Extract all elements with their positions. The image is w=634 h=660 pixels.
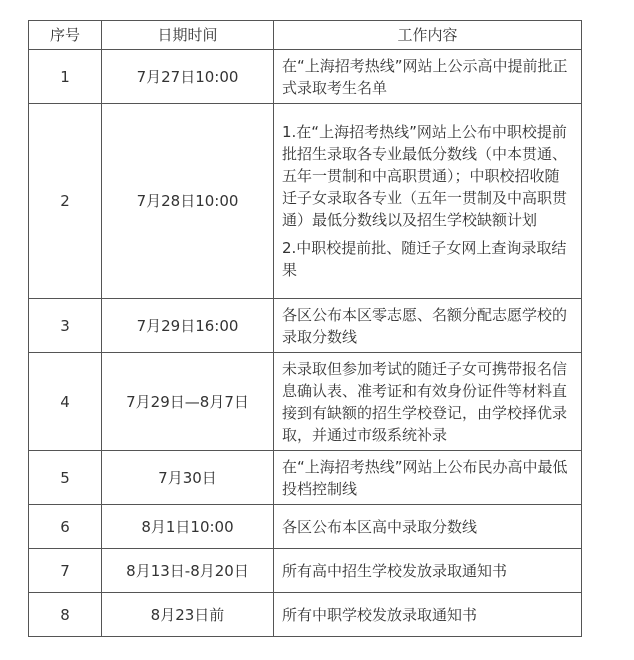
table-header-row (29, 21, 582, 50)
row-date: 7月28日10:00 (102, 104, 274, 299)
admission-schedule-table (28, 20, 582, 637)
row-date: 7月30日 (102, 451, 274, 505)
table-row (29, 505, 582, 549)
table-row (29, 451, 582, 505)
row-work (274, 593, 582, 637)
row-work (274, 299, 582, 353)
row-seq: 2 (29, 104, 102, 299)
row-work (274, 451, 582, 505)
row-seq: 8 (29, 593, 102, 637)
table-row (29, 50, 582, 104)
table-row (29, 299, 582, 353)
row-work-text: 在“上海招考热线”网站上公布民办高中最低投档控制线 (282, 457, 568, 498)
row-work-text: 在“上海招考热线”网站上公示高中提前批正式录取考生名单 (282, 56, 568, 97)
table-row (29, 104, 582, 299)
header-date: 日期时间 (102, 21, 274, 50)
row-work-text: 各区公布本区高中录取分数线 (282, 517, 478, 536)
row-work-text: 未录取但参加考试的随迁子女可携带报名信息确认表、准考证和有效身份证件等材料直接到有缺额的招生学校登记，由学校择优录取，并通过市级系统补录 (282, 359, 568, 444)
row-seq: 6 (29, 505, 102, 549)
table-row (29, 549, 582, 593)
row-work (274, 353, 582, 451)
row-work-text: 各区公布本区零志愿、名额分配志愿学校的录取分数线 (282, 305, 568, 346)
row-work (274, 549, 582, 593)
row-seq: 3 (29, 299, 102, 353)
row-work-text: 所有中职学校发放录取通知书 (282, 605, 478, 624)
header-work: 工作内容 (274, 21, 582, 50)
row-work (274, 50, 582, 104)
table-row (29, 353, 582, 451)
row-work (274, 104, 582, 299)
row-seq: 1 (29, 50, 102, 104)
row-work-text: 所有高中招生学校发放录取通知书 (282, 561, 508, 580)
row-work-text: 2.中职校提前批、随迁子女网上查询录取结果 (282, 239, 567, 279)
row-date: 8月23日前 (102, 593, 274, 637)
row-date: 8月1日10:00 (102, 505, 274, 549)
row-seq: 7 (29, 549, 102, 593)
row-date: 7月29日16:00 (102, 299, 274, 353)
row-date: 8月13日-8月20日 (102, 549, 274, 593)
table-row (29, 593, 582, 637)
header-seq: 序号 (29, 21, 102, 50)
row-date: 7月29日—8月7日 (102, 353, 274, 451)
row-work-text: 1.在“上海招考热线”网站上公布中职校提前批招生录取各专业最低分数线（中本贯通、五年一贯制和中高职贯通）；中职校招收随迁子女录取各专业（五年一贯制及中高职贯通）最低分数线以及招生学校缺额计划 (282, 123, 568, 229)
row-seq: 5 (29, 451, 102, 505)
row-work (274, 505, 582, 549)
row-seq: 4 (29, 353, 102, 451)
row-date: 7月27日10:00 (102, 50, 274, 104)
